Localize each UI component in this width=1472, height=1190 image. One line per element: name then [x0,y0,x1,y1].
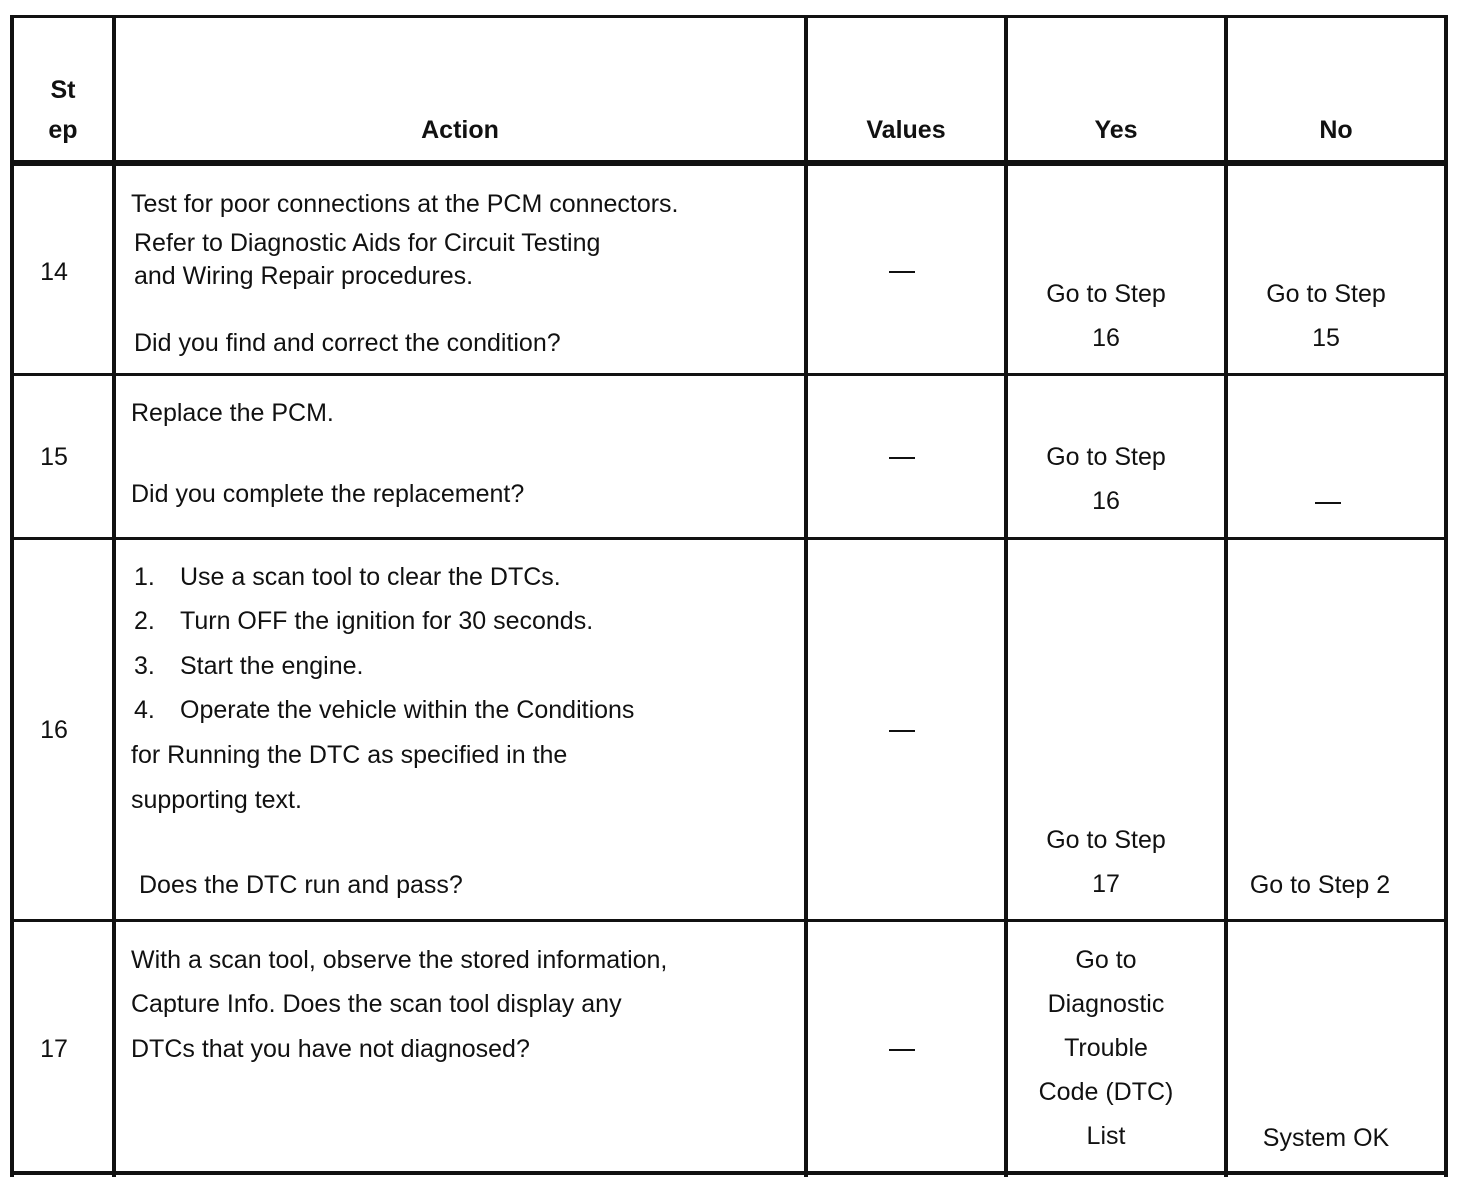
grid-line [804,15,808,1177]
grid-line [10,373,1448,376]
yes-cell: Go to Diagnostic Trouble Code (DTC) List [1038,946,1174,1150]
grid-line [10,160,1448,166]
action-text: DTCs that you have not diagnosed? [131,1035,530,1063]
list-item-text: Start the engine. [180,652,364,680]
list-item-text: Use a scan tool to clear the DTCs. [180,563,561,591]
step-number: 14 [40,258,68,286]
header-action: Action [421,116,499,144]
action-text: for Running the DTC as specified in the [131,741,568,769]
grid-line [10,537,1448,540]
list-item-number: 4. [134,696,155,724]
action-text: Test for poor connections at the PCM connectors. [131,190,679,218]
yes-cell: Go to Step 16 [1046,443,1166,515]
grid-line [1224,15,1228,1177]
values-dash [889,730,915,732]
action-text: Capture Info. Does the scan tool display any [131,990,622,1018]
yes-cell: Go to Step 16 [1046,280,1166,352]
header-yes: Yes [1094,116,1138,144]
action-text: Replace the PCM. [131,399,334,427]
list-item-number: 3. [134,652,155,680]
action-text: supporting text. [131,786,302,814]
yes-cell: Go to Step 17 [1046,826,1166,898]
step-number: 17 [40,1035,68,1063]
action-text: and Wiring Repair procedures. [134,262,474,290]
grid-line [10,15,14,1177]
header-step: St ep [48,76,78,144]
list-item-text: Turn OFF the ignition for 30 seconds. [180,607,594,635]
list-item-number: 1. [134,563,155,591]
grid-line [112,15,116,1177]
action-question: Does the DTC run and pass? [139,871,463,899]
list-item-number: 2. [134,607,155,635]
grid-line [1444,15,1448,1177]
no-dash [1315,502,1341,504]
action-question: Did you complete the replacement? [131,480,525,508]
action-text: With a scan tool, observe the stored information, [131,946,668,974]
list-item-text: Operate the vehicle within the Conditions [180,696,635,724]
step-number: 15 [40,443,68,471]
values-dash [889,271,915,273]
action-text: Refer to Diagnostic Aids for Circuit Testing [134,229,601,257]
step-number: 16 [40,716,68,744]
no-cell: System OK [1262,1124,1390,1152]
grid-line [10,919,1448,922]
values-dash [889,1049,915,1051]
no-cell: Go to Step 15 [1266,280,1386,352]
grid-line [10,15,1448,18]
header-no: No [1319,116,1353,144]
grid-line [10,1171,1448,1175]
values-dash [889,457,915,459]
no-cell: Go to Step 2 [1249,871,1391,899]
header-values: Values [866,116,946,144]
action-question: Did you find and correct the condition? [134,329,561,357]
